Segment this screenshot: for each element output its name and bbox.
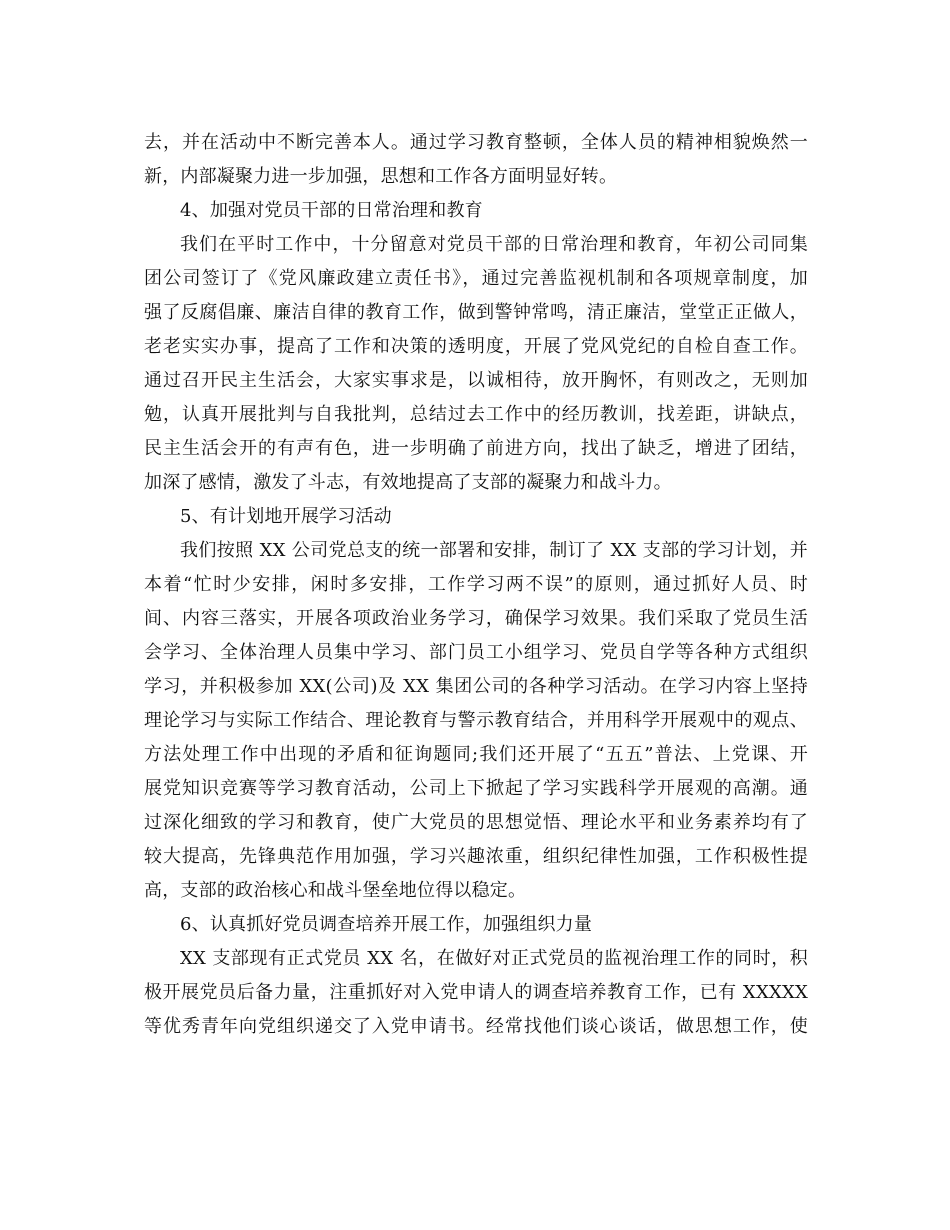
paragraph-line: 学习，并积极参加 XX(公司)及 XX 集团公司的各种学习活动。在学习内容上坚持 [144, 676, 808, 697]
paragraph-line: XX 支部现有正式党员 XX 名，在做好对正式党员的监视治理工作的同时，积 [180, 948, 808, 969]
paragraph-line: 团公司签订了《党风廉政建立责任书》，通过完善监视机制和各项规章制度，加 [144, 268, 808, 289]
paragraph-line: 通过召开民主生活会，大家实事求是，以诚相待，放开胸怀，有则改之，无则加 [144, 370, 808, 391]
section-heading: 5、有计划地开展学习活动 [180, 506, 392, 527]
section-heading: 6、认真抓好党员调查培养开展工作，加强组织力量 [180, 914, 593, 935]
paragraph-line: 新，内部凝聚力进一步加强，思想和工作各方面明显好转。 [144, 166, 618, 187]
section-heading: 4、加强对党员干部的日常治理和教育 [180, 200, 483, 221]
paragraph-line: 间、内容三落实，开展各项政治业务学习，确保学习效果。我们采取了党员生活 [144, 608, 808, 629]
paragraph-line: 过深化细致的学习和教育，使广大党员的思想觉悟、理论水平和业务素养均有了 [144, 812, 808, 833]
paragraph-line: 展党知识竞赛等学习教育活动，公司上下掀起了学习实践科学开展观的高潮。通 [144, 778, 808, 799]
document-body [144, 126, 808, 1044]
paragraph-line: 加深了感情，激发了斗志，有效地提高了支部的凝聚力和战斗力。 [144, 472, 672, 493]
paragraph-line: 本着“忙时少安排，闲时多安排，工作学习两不误”的原则，通过抓好人员、时 [144, 574, 808, 595]
paragraph-line: 理论学习与实际工作结合、理论教育与警示教育结合，并用科学开展观中的观点、 [144, 710, 808, 731]
paragraph-line: 去，并在活动中不断完善本人。通过学习教育整顿，全体人员的精神相貌焕然一 [144, 132, 808, 153]
paragraph-line: 勉，认真开展批判与自我批判，总结过去工作中的经历教训，找差距，讲缺点， [144, 404, 808, 425]
paragraph-line: 会学习、全体治理人员集中学习、部门员工小组学习、党员自学等各种方式组织 [144, 642, 808, 663]
paragraph-line: 民主生活会开的有声有色，进一步明确了前进方向，找出了缺乏，增进了团结， [144, 438, 808, 459]
paragraph-line: 极开展党员后备力量，注重抓好对入党申请人的调查培养教育工作，已有 XXXXX [144, 982, 808, 1003]
paragraph-line: 方法处理工作中出现的矛盾和征询题同;我们还开展了“五五”普法、上党课、开 [144, 744, 808, 765]
paragraph-line: 强了反腐倡廉、廉洁自律的教育工作，做到警钟常鸣，清正廉洁，堂堂正正做人， [144, 302, 808, 323]
paragraph-line: 高，支部的政治核心和战斗堡垒地位得以稳定。 [144, 880, 527, 901]
paragraph-line: 等优秀青年向党组织递交了入党申请书。经常找他们谈心谈话，做思想工作，使 [144, 1016, 808, 1037]
paragraph-line: 我们在平时工作中，十分留意对党员干部的日常治理和教育，年初公司同集 [180, 234, 808, 255]
paragraph-line: 较大提高，先锋典范作用加强，学习兴趣浓重，组织纪律性加强，工作积极性提 [144, 846, 808, 867]
paragraph-line: 我们按照 XX 公司党总支的统一部署和安排，制订了 XX 支部的学习计划，并 [180, 540, 808, 561]
paragraph-line: 老老实实办事，提高了工作和决策的透明度，开展了党风党纪的自检自查工作。 [144, 336, 808, 357]
